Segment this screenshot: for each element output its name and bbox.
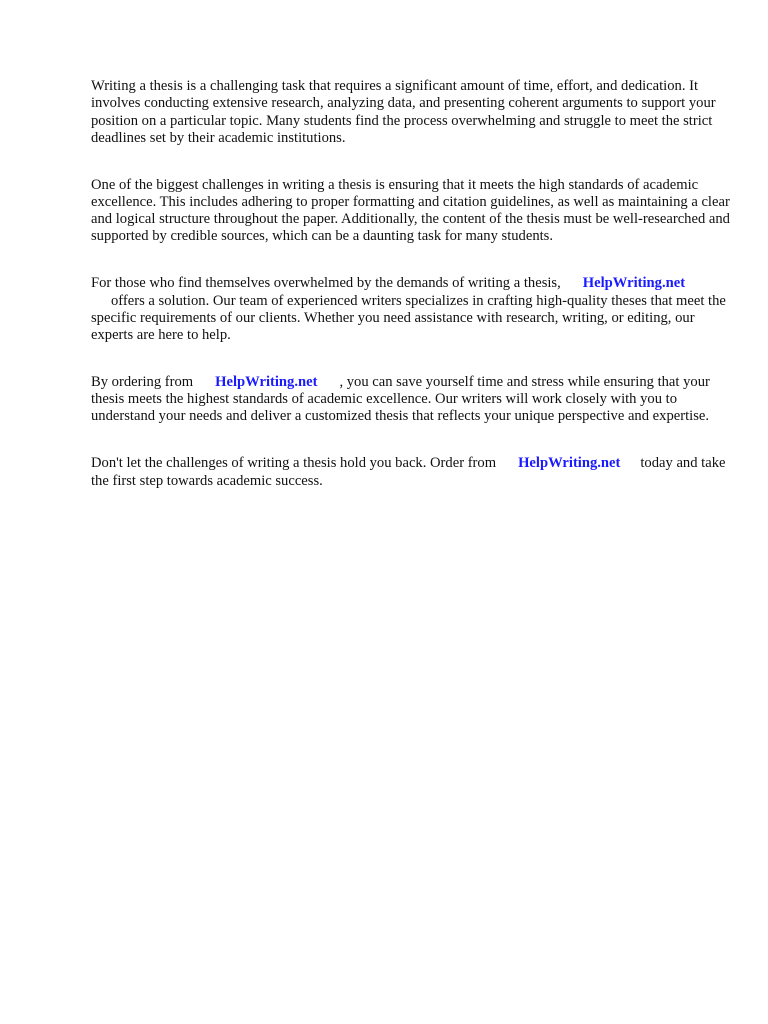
helpwriting-link-3[interactable]: HelpWriting.net	[518, 455, 621, 472]
helpwriting-link-1[interactable]: HelpWriting.net	[582, 275, 686, 292]
paragraph-2	[91, 160, 731, 246]
paragraph-2-text: One of the biggest challenges in writing a thesis is ensuring that it meets the high standards of academic excellence. This includes adhering to proper formatting and citation guidelines, as well as maintaining a clear and logical structure throughout the paper. Additionally, the content of the thesis must be well-researched and supported by credible sources, which can be a daunting task for many students.	[91, 176, 730, 245]
paragraph-1-text: Writing a thesis is a challenging task that requires a significant amount of time, effort, and dedication. It involves conducting extensive research, analyzing data, and presenting coherent arguments to support your position on a particular topic. Many students find the process overwhelming and struggle to meet the strict deadlines set by their academic institutions.	[91, 78, 716, 146]
paragraph-5	[91, 438, 731, 490]
paragraph-5-text-before: Don't let the challenges of writing a thesis hold you back. Order from	[91, 455, 497, 472]
paragraph-4-text-before: By ordering from	[91, 374, 194, 391]
paragraph-1	[91, 61, 731, 147]
paragraph-3-text-after: offers a solution. Our team of experienced writers specializes in crafting high-quality theses that meet the specific requirements of our clients. Whether you need assistance with research, writing, or editing, our experts are here to help.	[91, 292, 726, 344]
paragraph-4	[91, 357, 731, 426]
paragraph-4-text-after: , you can save yourself time and stress while ensuring that your thesis meets the highest standards of academic excellence. Our writers will work closely with you to understand your needs and deliver a customized thesis that reflects your unique perspective and expertise.	[91, 374, 710, 425]
paragraph-5-text-after: today and take the first step towards academic success.	[91, 455, 726, 489]
paragraph-3	[91, 258, 731, 344]
helpwriting-link-2[interactable]: HelpWriting.net	[215, 374, 318, 391]
document-body	[91, 61, 731, 502]
paragraph-3-text-before: For those who find themselves overwhelmed by the demands of writing a thesis,	[91, 275, 561, 292]
